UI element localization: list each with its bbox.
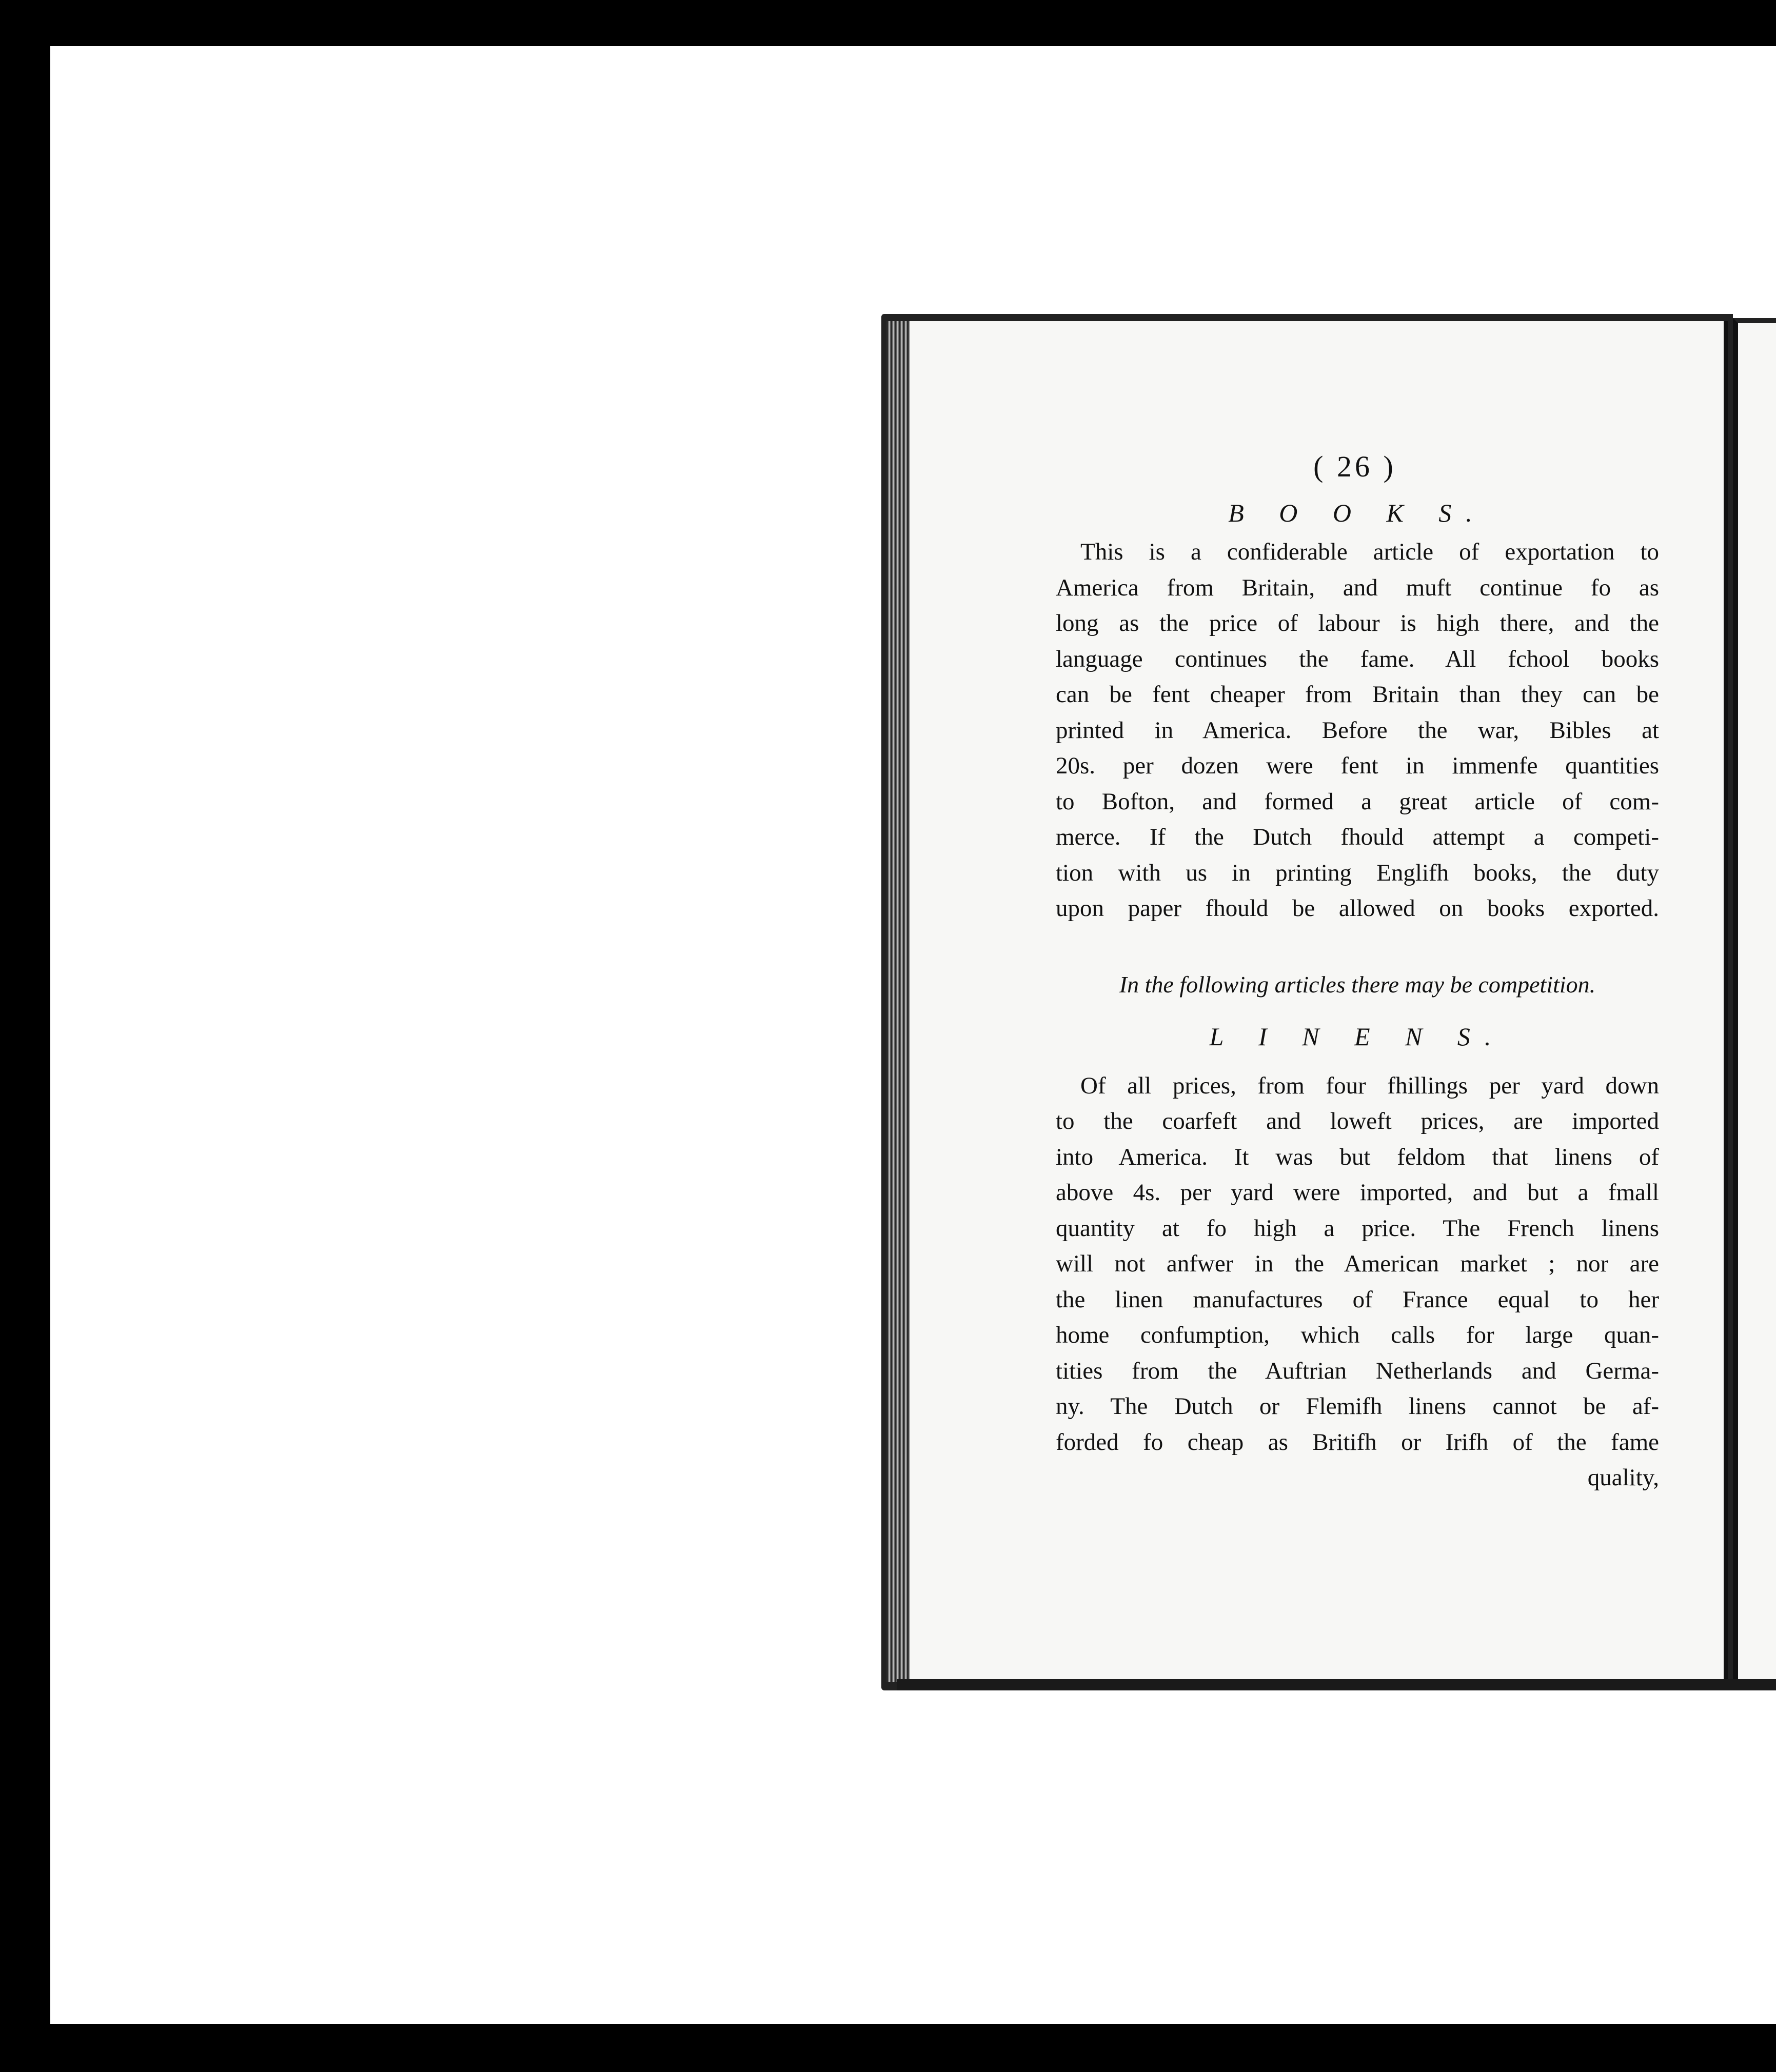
text-line: tities from the Auftrian Netherlands and Germa- bbox=[1056, 1357, 1659, 1384]
text-line: This is a confiderable article of exportation to bbox=[1080, 539, 1659, 565]
books-paragraph bbox=[1056, 534, 1659, 927]
text-line: can be fent cheaper from Britain than they can be bbox=[1056, 681, 1659, 708]
book-bottom-edge bbox=[897, 1679, 1776, 1690]
text-line: upon paper fhould be allowed on books exported. bbox=[1056, 895, 1659, 922]
book-gutter bbox=[1724, 321, 1728, 1682]
text-line: forded fo cheap as Britifh or Irifh of the fame bbox=[1056, 1428, 1659, 1456]
linens-heading: L I N E N S. bbox=[1209, 1022, 1506, 1051]
text-line: home confumption, which calls for large quan- bbox=[1056, 1322, 1659, 1348]
text-line: long as the price of labour is high there, and the bbox=[1056, 610, 1659, 636]
text-line: the linen manufactures of France equal to her bbox=[1056, 1286, 1659, 1313]
catchword: quality, bbox=[1587, 1464, 1659, 1491]
text-line: to the coarfeft and loweft prices, are imported bbox=[1056, 1108, 1659, 1134]
text-line: ny. The Dutch or Flemifh linens cannot be af- bbox=[1056, 1393, 1659, 1420]
text-line: into America. It was but feldom that linens of bbox=[1056, 1143, 1659, 1170]
text-line: above 4s. per yard were imported, and but a fmall bbox=[1056, 1179, 1659, 1206]
competition-subheading: In the following articles there may be competition. bbox=[1119, 971, 1596, 998]
text-line: 20s. per dozen were fent in immenfe quantities bbox=[1056, 752, 1659, 779]
page-edges bbox=[886, 321, 910, 1682]
text-line: America from Britain, and muft continue fo as bbox=[1056, 574, 1659, 601]
page-text bbox=[1056, 446, 1659, 1496]
text-line: tion with us in printing Englifh books, the duty bbox=[1056, 859, 1659, 886]
page-number: ( 26 ) bbox=[1313, 450, 1396, 483]
linens-paragraph bbox=[1056, 1068, 1659, 1496]
text-line: quantity at fo high a price. The French linens bbox=[1056, 1214, 1659, 1242]
text-line: merce. If the Dutch fhould attempt a competi- bbox=[1056, 824, 1659, 850]
text-line: language continues the fame. All fchool books bbox=[1056, 645, 1659, 672]
text-line: printed in America. Before the war, Bibles at bbox=[1056, 716, 1659, 744]
text-line: will not anfwer in the American market ; nor are bbox=[1056, 1250, 1659, 1277]
text-line: Of all prices, from four fhillings per yard down bbox=[1080, 1072, 1659, 1099]
text-line: to Bofton, and formed a great article of com- bbox=[1056, 788, 1659, 815]
right-page-edge bbox=[1733, 318, 1776, 1687]
books-heading: B O O K S. bbox=[1228, 499, 1487, 527]
